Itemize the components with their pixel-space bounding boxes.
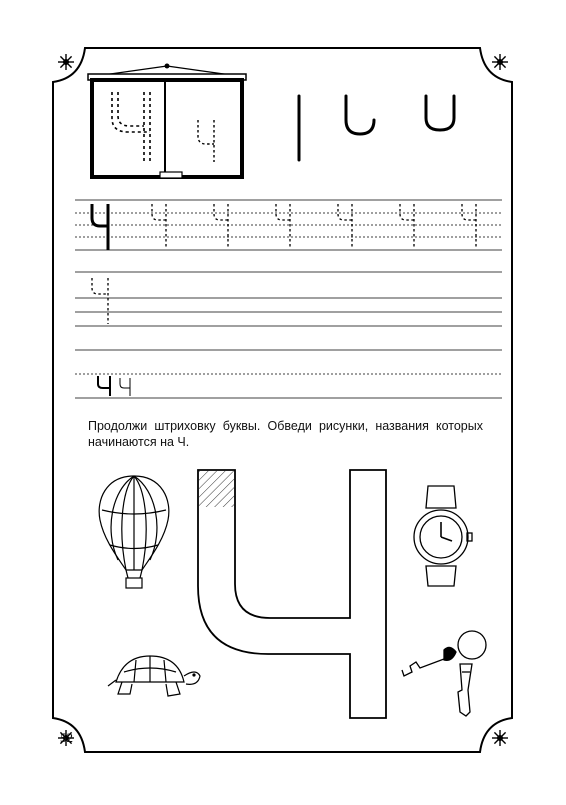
turtle-picture — [108, 656, 200, 696]
page-number: 52 — [60, 730, 73, 745]
letter-sample — [92, 204, 108, 250]
keys-picture — [402, 631, 486, 716]
copy-row-1 — [75, 200, 502, 250]
corner-flower-icon — [58, 54, 74, 70]
traceable-letters — [152, 204, 476, 248]
letter-elements — [299, 96, 454, 160]
chalkboard — [88, 64, 246, 179]
corner-flower-icon — [492, 730, 508, 746]
corner-flower-icon — [492, 54, 508, 70]
hatching-letter — [198, 470, 386, 718]
watch-picture — [414, 486, 472, 586]
copy-row-2 — [75, 272, 502, 326]
balloon-picture — [99, 476, 169, 588]
instruction-text: Продолжи штриховку буквы. Обведи рисунки, названия которых начинаются на Ч. — [88, 419, 483, 449]
copy-row-3 — [75, 350, 502, 398]
